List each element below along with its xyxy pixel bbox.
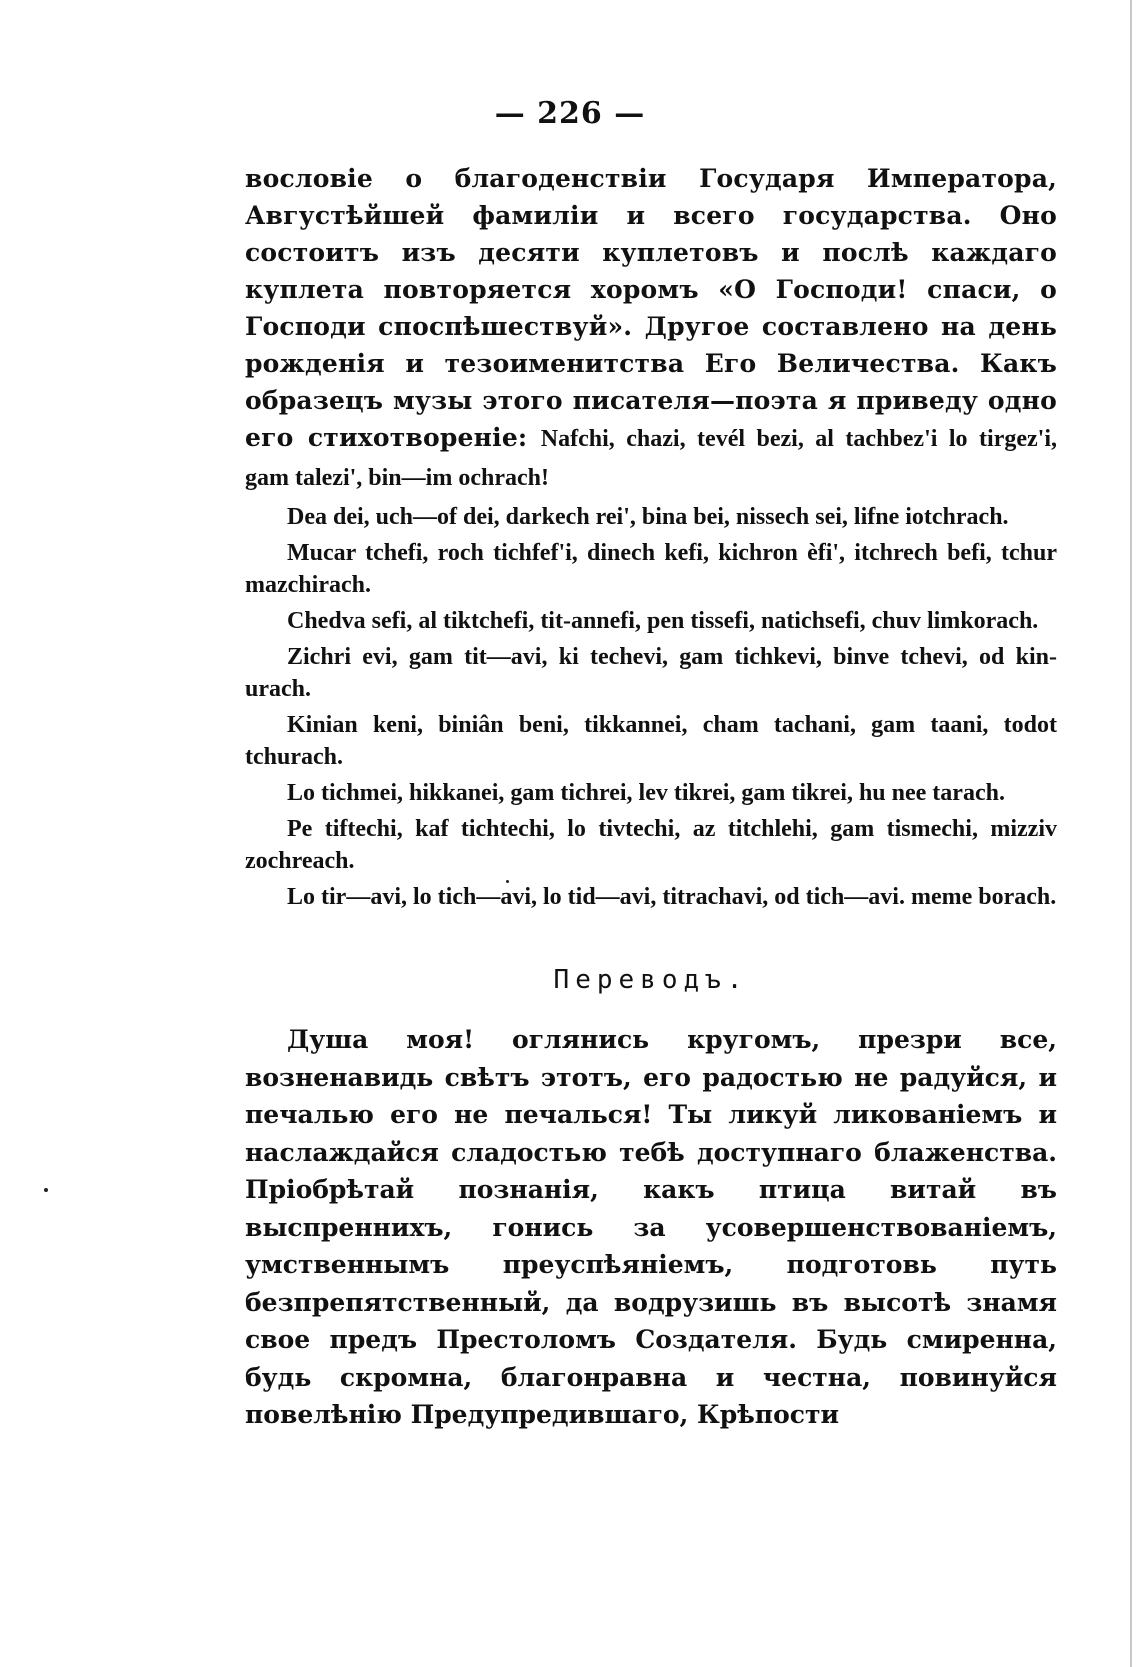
translation-paragraph: Душа моя! оглянись кругомъ, презри все, возненавидь свѣтъ этотъ, его радостью не радуйся, и печалью его не печалься! Ты ликуй ликованіемъ и наслаждайся сладостью тебѣ доступнаго блаженства. Пріобрѣтай познанія, какъ птица витай въ выспреннихъ, гонись за усовершенствованіемъ, умственнымъ преуспѣяніемъ, подготовь путь безпрепятственный, да водрузишь въ высотѣ знамя свое предъ Престоломъ Создателя. Будь смиренна, будь скромна, благонравна и честна, повинуйся повелѣнію Предупредившаго, Крѣпости (245, 1025, 1057, 1429)
page-speck (506, 880, 509, 883)
page-number: — 226 — (494, 96, 646, 131)
verse-2: Mucar tchefi, roch tichfef'i, dinech kefi, kichron èfi', itchrech befi, tchur mazchirach. (245, 540, 1057, 598)
intro-russian-text: вословіе о благоденствіи Государя Императора, Августѣйшей фамиліи и всего государства. Оно состоитъ изъ десяти куплетовъ и послѣ каждаго куплета повторяется хоромъ «О Господи! спаси, о Господи споспѣшествуй». Другое составлено на день рожденія и тезоименитства Его Величества. Какъ образецъ музы этого писателя—поэта я приведу одно его стихотвореніе: (245, 164, 1057, 452)
intro-paragraph (245, 160, 1057, 497)
verse-5: Kinian keni, biniân beni, tikkannei, cham tachani, gam taani, todot tchurach. (245, 712, 1057, 770)
main-text-block (245, 160, 1057, 1434)
verse-1: Dea dei, uch—of dei, darkech rei', bina bei, nissech sei, lifne iotchrach. (287, 504, 1009, 530)
intro-latin-text: Nafchi, chazi, tevél bezi, al tachbez'i lo tirgez'i, gam talezi', bin—im ochrach! (245, 426, 1057, 491)
verse-4: Zichri evi, gam tit—avi, ki techevi, gam tichkevi, binve tchevi, od kin-urach. (245, 644, 1057, 702)
verse-8: Lo tir—avi, lo tich—avi, lo tid—avi, titrachavi, od tich—avi. meme borach. (287, 884, 1057, 910)
verse-7: Pe tiftechi, kaf tichtechi, lo tivtechi, az titchlehi, gam tismechi, mizziv zochreach. (245, 816, 1057, 874)
verse-6: Lo tichmei, hikkanei, gam tichrei, lev tikrei, gam tikrei, hu nee tarach. (287, 780, 1005, 806)
margin-speck (44, 1188, 48, 1192)
verse-3: Chedva sefi, al tiktchefi, tit-annefi, pen tissefi, natichsefi, chuv limkorach. (287, 608, 1039, 634)
translation-heading: Переводъ. (553, 965, 749, 995)
page-edge-line (1130, 0, 1132, 1667)
